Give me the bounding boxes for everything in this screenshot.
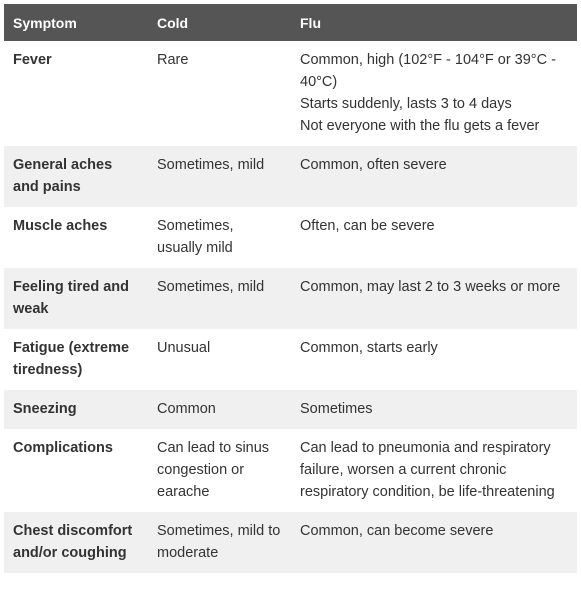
cold-cell: Sometimes, mild [148, 146, 291, 207]
cold-cell: Unusual [148, 329, 291, 390]
cold-cell: Sometimes, mild [148, 268, 291, 329]
symptom-cell: Feeling tired and weak [4, 268, 148, 329]
table-body [4, 41, 577, 573]
flu-line: Common, starts early [300, 340, 438, 356]
flu-cell [291, 390, 577, 429]
table-row [4, 512, 577, 573]
symptom-comparison-table [4, 4, 577, 573]
header-cold: Cold [148, 4, 291, 41]
table-row [4, 390, 577, 429]
symptom-cell: Muscle aches [4, 207, 148, 268]
table-row [4, 268, 577, 329]
header-row [4, 4, 577, 41]
cold-cell: Can lead to sinus congestion or earache [148, 429, 291, 512]
flu-line: Common, may last 2 to 3 weeks or more [300, 279, 561, 295]
flu-line: Often, can be severe [300, 218, 435, 234]
cold-cell: Rare [148, 41, 291, 146]
header-symptom: Symptom [4, 4, 148, 41]
cold-cell: Sometimes, mild to moderate [148, 512, 291, 573]
symptom-cell: Complications [4, 429, 148, 512]
symptom-cell: General aches and pains [4, 146, 148, 207]
header-flu: Flu [291, 4, 577, 41]
flu-cell [291, 268, 577, 329]
table-row [4, 146, 577, 207]
symptom-comparison-table-container [4, 4, 577, 573]
flu-cell [291, 329, 577, 390]
symptom-cell: Sneezing [4, 390, 148, 429]
flu-line: Common, often severe [300, 157, 447, 173]
flu-line: Not everyone with the flu gets a fever [300, 118, 540, 134]
table-header [4, 4, 577, 41]
flu-line: Starts suddenly, lasts 3 to 4 days [300, 96, 512, 112]
flu-line: Common, high (102°F - 104°F or 39°C - 40°C) [300, 52, 556, 90]
flu-cell [291, 207, 577, 268]
table-row [4, 41, 577, 146]
cold-cell: Sometimes, usually mild [148, 207, 291, 268]
flu-line: Sometimes [300, 401, 373, 417]
cold-cell: Common [148, 390, 291, 429]
symptom-cell: Chest discomfort and/or coughing [4, 512, 148, 573]
table-row [4, 207, 577, 268]
flu-line: Common, can become severe [300, 523, 494, 539]
flu-cell [291, 41, 577, 146]
table-row [4, 329, 577, 390]
symptom-cell: Fatigue (extreme tiredness) [4, 329, 148, 390]
flu-line: Can lead to pneumonia and respiratory failure, worsen a current chronic respiratory condition, be life-threatening [300, 440, 555, 500]
flu-cell [291, 512, 577, 573]
table-row [4, 429, 577, 512]
flu-cell [291, 146, 577, 207]
flu-cell [291, 429, 577, 512]
symptom-cell: Fever [4, 41, 148, 146]
